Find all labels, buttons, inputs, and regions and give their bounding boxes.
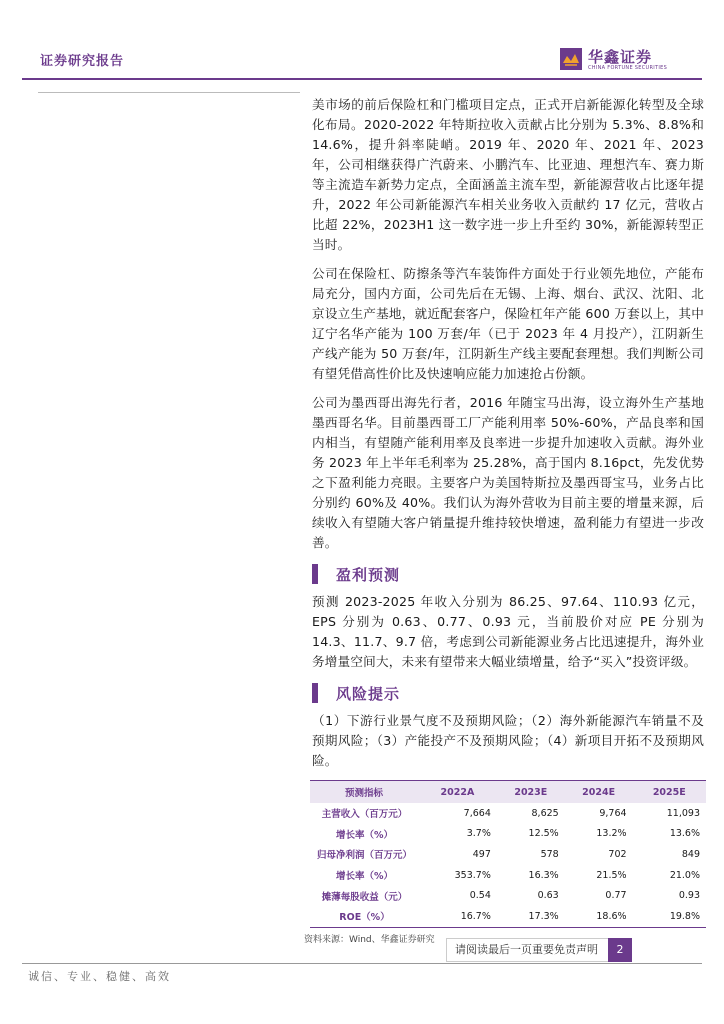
table-header-cell: 2025E (633, 781, 706, 804)
table-cell: 702 (608, 848, 627, 860)
paragraph-domestic-capacity: 公司在保险杠、防擦条等汽车装饰件方面处于行业领先地位，产能布局充分，国内方面，公司先后在无锡、上海、烟台、武汉、沈阳、北京设立生产基地，就近配套客户，保险杠年产能 600 万套以上，其中辽宁名华产能为 100 万套/年（已于 2023 年 4 月投产），江阴新生产线产能为 50 万套/年，江阴新生产线主要配套理想。我们判断公司有望凭借高性价比及快速响应能力加速抢占份额。 (312, 266, 704, 381)
section-risk-heading (312, 681, 704, 705)
brand-name-en: CHINA FORTUNE SECURITIES (588, 65, 668, 71)
forecast-table (310, 780, 706, 928)
table-row (310, 844, 706, 865)
table-cell: 13.6% (669, 828, 700, 840)
table-cell: 0.54 (469, 890, 491, 902)
row-label: 增长率（%） (335, 871, 394, 883)
paragraph-overseas-mexico: 公司为墨西哥出海先行者，2016 年随宝马出海，设立海外生产基地墨西哥名华。目前墨西哥工厂产能利用率 50%-60%，产品良率和国内相当，有望随产能利用率及良率进一步提升加速收入贡献。海外业务 2023 年上半年毛利率为 25.28%，高于国内 8.16pct，先发优势之下盈利能力亮眼。主要客户为美国特斯拉及墨西哥宝马，业务占比分别约 60%及 40%。我们认为海外营收为目前主要的增量来源，后续收入有望随大客户销量提升维持较快增速，盈利能力有望进一步改善。 (312, 395, 704, 550)
table-cell: 16.7% (418, 906, 497, 927)
table-cell: 21.5% (596, 869, 627, 881)
table-cell: 578 (540, 848, 559, 860)
table-cell: 17.3% (497, 906, 565, 927)
disclaimer-notice[interactable]: 请阅读最后一页重要免责声明 (446, 938, 613, 962)
table-cell: 3.7% (466, 828, 491, 840)
table-cell: 19.8% (633, 906, 706, 927)
section-marker (312, 564, 318, 584)
footer-divider (22, 963, 702, 964)
table-header-cell: 2024E (565, 781, 633, 804)
page-number: 2 (608, 938, 632, 962)
table-row (310, 824, 706, 845)
row-label: ROE（%） (310, 906, 418, 927)
brand-name: 华鑫证券 (588, 48, 653, 66)
table-cell: 0.93 (678, 890, 700, 902)
table-cell: 12.5% (528, 828, 559, 840)
header-divider (22, 78, 702, 80)
table-row (310, 906, 706, 927)
table-cell: 16.3% (528, 869, 559, 881)
table-header-row (310, 781, 706, 804)
table-row (310, 803, 706, 824)
table-cell: 21.0% (669, 869, 700, 881)
section-risk-title: 风险提示 (336, 684, 401, 703)
table-source: 资料来源：Wind、华鑫证券研究 (304, 934, 435, 945)
table-row (310, 885, 706, 906)
table-header-cell: 2022A (418, 781, 497, 804)
table-cell: 0.77 (605, 890, 627, 902)
brand-logo (560, 46, 700, 74)
table-cell: 8,625 (531, 807, 559, 819)
paragraph-ev-transition: 美市场的前后保险杠和门槛项目定点，正式开启新能源化转型及全球化布局。2020-2022 年特斯拉收入贡献占比分别为 5.3%、8.8%和 14.6%，提升斜率陡峭。2019 年、2020 年、2021 年、2023 年，公司相继获得广汽蔚来、小鹏汽车、比亚迪、理想汽车、赛力斯等主流造车新势力定点，全面涵盖主流车型，新能源营收占比逐年提升，2022 年公司新能源汽车相关业务收入贡献约 17 亿元，营收占比超 22%，2023H1 这一数字进一步上升至约 30%，新能源转型正当时。 (312, 97, 704, 252)
table-cell: 9,764 (599, 807, 627, 819)
section-forecast-title: 盈利预测 (336, 565, 401, 584)
table-cell: 13.2% (596, 828, 627, 840)
forecast-paragraph: 预测 2023-2025 年收入分别为 86.25、97.64、110.93 亿元，EPS 分别为 0.63、0.77、0.93 元，当前股价对应 PE 分别为 14.3、11.7、9.7 倍，考虑到公司新能源业务占比迅速提升，海外业务增量空间大，未来有望带来大幅业绩增量，给予“买入”投资评级。 (312, 594, 704, 669)
table-header-cell: 预测指标 (310, 781, 418, 804)
table-cell: 11,093 (666, 807, 700, 819)
china-fortune-logo-icon (560, 48, 582, 70)
table-cell: 18.6% (565, 906, 633, 927)
report-type-label: 证券研究报告 (40, 54, 125, 69)
section-forecast-heading (312, 562, 704, 586)
row-label: 主营收入（百万元） (321, 809, 408, 821)
table-cell: 497 (472, 848, 491, 860)
row-label: 归母净利润（百万元） (316, 850, 412, 862)
main-content (304, 95, 704, 945)
company-motto: 诚信、专业、稳健、高效 (28, 970, 171, 983)
table-row (310, 865, 706, 886)
table-cell: 353.7% (454, 869, 491, 881)
risk-paragraph: （1）下游行业景气度不及预期风险；（2）海外新能源汽车销量不及预期风险；（3）产能投产不及预期风险；（4）新项目开拓不及预期风险。 (312, 713, 704, 768)
table-header-cell: 2023E (497, 781, 565, 804)
row-label: 摊薄每股收益（元） (321, 891, 408, 903)
table-cell: 7,664 (463, 807, 491, 819)
row-label: 增长率（%） (335, 829, 394, 841)
section-marker (312, 683, 318, 703)
table-cell: 849 (681, 848, 700, 860)
table-cell: 0.63 (537, 890, 559, 902)
sidebar-divider (38, 92, 300, 93)
